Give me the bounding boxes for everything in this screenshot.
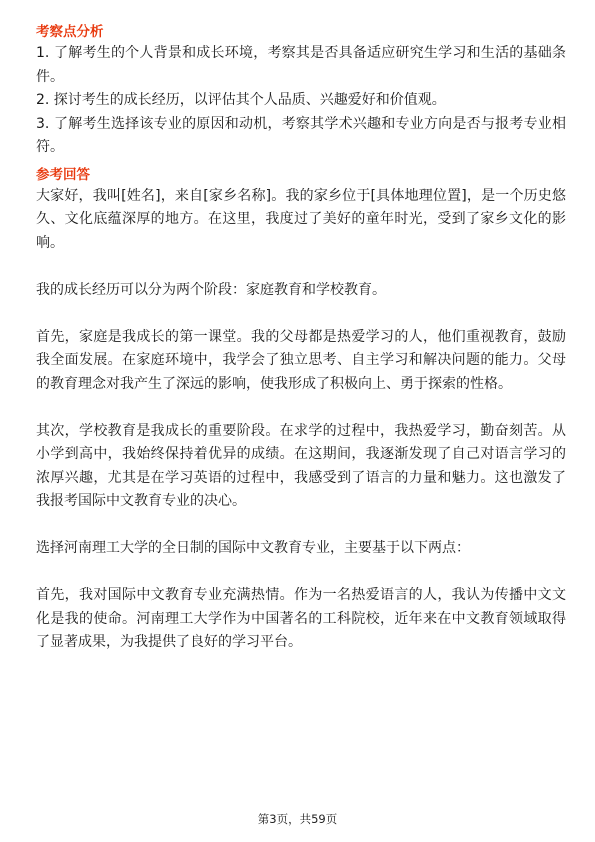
answer-paragraph: 选择河南理工大学的全日制的国际中文教育专业，主要基于以下两点： <box>36 540 470 556</box>
paragraph-gap <box>36 255 566 279</box>
answer-paragraph: 其次，学校教育是我成长的重要阶段。在求学的过程中，我热爱学习，勤奋刻苦。从小学到高中，我始终保持着优异的成绩。在这期间，我逐渐发现了自己对语言学习的浓厚兴趣，尤其是在学习英语的过程中，我感受到了语言的力量和魅力。这也激发了我报考国际中文教育专业的决心。 <box>36 422 566 509</box>
page-number: 第3页，共59页 <box>257 812 338 826</box>
document-page <box>36 22 566 655</box>
analysis-point: 1. 了解考生的个人背景和成长环境，考察其是否具备适应研究生学习和生活的基础条件。 <box>36 45 566 85</box>
paragraph-gap <box>36 561 566 585</box>
answer-heading: 参考回答 <box>36 166 90 183</box>
paragraph-gap <box>36 396 566 420</box>
answer-paragraph: 我的成长经历可以分为两个阶段：家庭教育和学校教育。 <box>36 281 386 298</box>
analysis-point: 3. 了解考生选择该专业的原因和动机，考察其学术兴趣和专业方向是否与报考专业相符。 <box>36 115 566 155</box>
analysis-point: 2. 探讨考生的成长经历，以评估其个人品质、兴趣爱好和价值观。 <box>36 92 446 108</box>
paragraph-gap <box>36 514 566 538</box>
answer-paragraph: 首先，我对国际中文教育专业充满热情。作为一名热爱语言的人，我认为传播中文文化是我的使命。河南理工大学作为中国著名的工科院校，近年来在中文教育领域取得了显著成果，为我提供了良好的学习平台。 <box>36 587 566 650</box>
answer-paragraph: 大家好，我叫[姓名]，来自[家乡名称]。我的家乡位于[具体地理位置]，是一个历史悠久、文化底蕴深厚的地方。在这里，我度过了美好的童年时光，受到了家乡文化的影响。 <box>36 187 566 251</box>
paragraph-gap <box>36 302 566 326</box>
answer-paragraph: 首先，家庭是我成长的第一课堂。我的父母都是热爱学习的人，他们重视教育，鼓励我全面发展。在家庭环境中，我学会了独立思考、自主学习和解决问题的能力。父母的教育理念对我产生了深远的影响，使我形成了积极向上、勇于探索的性格。 <box>36 328 566 392</box>
analysis-heading: 考察点分析 <box>36 24 104 40</box>
